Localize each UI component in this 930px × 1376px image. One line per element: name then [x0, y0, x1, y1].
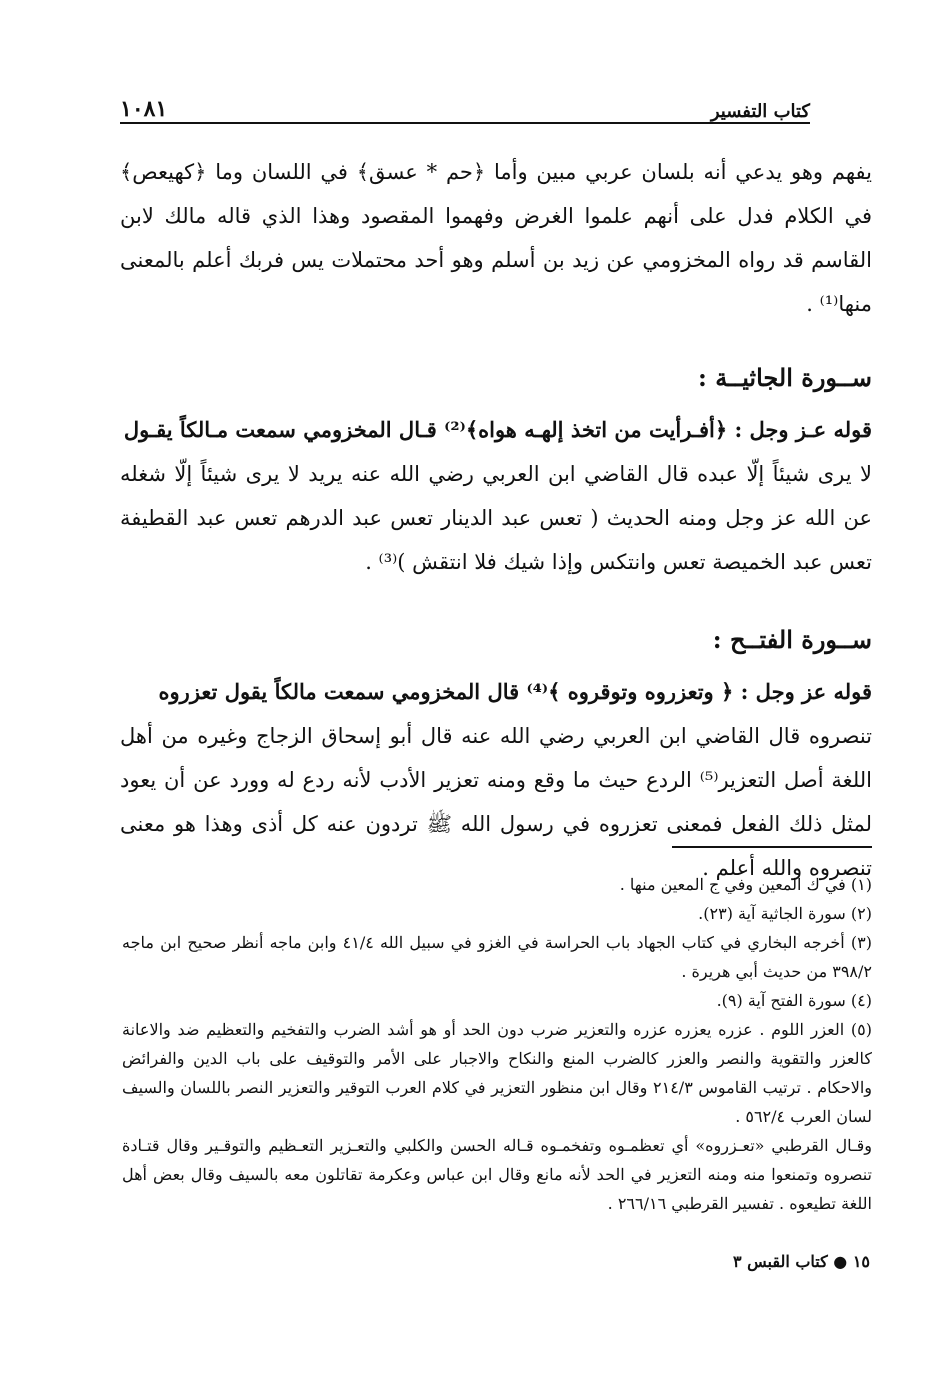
- main-text: [120, 150, 872, 890]
- footnote-5: (٥) العزر اللوم . عزره يعزره عزره والتعزير ضرب دون الحد أو هو أشد الضرب والتفخيم والتعظيم ضد والاعانة كالعزر والتقوية والنصر والعزر كالضرب المنع والنكاح والاجبار على الأمر والتوقيف على باب الدين والفرائض والاحكام . ترتيب القاموس ٢١٤/٣ وقال ابن منظور التعزير في كلام العرب التوقير والتعزير النصر باللسان والسيف لسان العرب ٥٦٢/٤ .: [122, 1020, 872, 1126]
- chapter-title: كتاب التفسير: [710, 101, 810, 122]
- footnote-2: (٢) سورة الجاثية آية (٢٣).: [698, 904, 872, 923]
- paragraph-jathiya-lead: قوله عـز وجل : ﴿أفـرأيت من اتخذ إلهـه هواه﴾⁽²⁾ قـال المخزومي سمعت مـالكاً يقـول: [123, 417, 872, 442]
- footnote-4: (٤) سورة الفتح آية (٩).: [716, 991, 872, 1010]
- footnote-3: (٣) أخرجه البخاري في كتاب الجهاد باب الحراسة في الغزو في سبيل الله ٤١/٤ وابن ماجه أنظر صحيح ابن ماجه ٣٩٨/٢ من حديث أبي هريرة .: [122, 933, 873, 981]
- footnote-divider: [672, 846, 872, 848]
- paragraph-intro: يفهم وهو يدعي أنه بلسان عربي مبين وأما ﴿حم * عسق﴾ في اللسان وما ﴿كهيعص﴾ في الكلام فدل على أنهم علموا الغرض وفهموا المقصود وهذا الذي قاله مالك لابن القاسم قد رواه المخزومي عن زيد بن أسلم وهو أحد محتملات يس فربك أعلم بالمعنى منها⁽¹⁾ .: [120, 160, 872, 316]
- paragraph-fath: تنصروه قال القاضي ابن العربي رضي الله عنه قال أبو إسحاق الزجاج وغيره من أهل اللغة أصل التعزير⁽⁵⁾ الردع حيث ما وقع ومنه تعزير الأدب لأنه ردع له وورد عن أن يعود لمثل ذلك الفعل فمعنى تعزروه في رسول الله ﷺ تردون عنه كل أذى وهذا هو معنى تنصروه والله أعلم .: [120, 724, 873, 880]
- section-heading-fath: ســورة الفتــح :: [712, 625, 872, 654]
- section-heading-jathiya: ســورة الجاثيــة :: [698, 363, 872, 392]
- paragraph-fath-lead: قوله عز وجل : ﴿ وتعزروه وتوقروه ﴾⁽⁴⁾ قال المخزومي سمعت مالكاً يقول تعزروه: [158, 679, 872, 704]
- running-header: [120, 88, 810, 124]
- footnote-5-continued: وقـال القرطبي «تعـزروه» أي تعظمـوه وتفخمـوه قـاله الحسن والكلبي والتعـزير التعـظيم والتوقـير وقال قتـادة تنصروه وتمنعوا منه ومنه التعزير في الحد لأنه مانع وقال ابن عباس وعكرمة تقاتلون معه بالسيف وقال بعض أهل اللغة تطيعوه . تفسير القرطبي ٢٦٦/١٦ .: [122, 1136, 873, 1213]
- page-number: ١٠٨١: [120, 96, 168, 122]
- footnote-1: (١) في ك المعين وفي ج المعين منها .: [619, 875, 872, 894]
- footnotes: [122, 870, 872, 1218]
- paragraph-jathiya: لا يرى شيئاً إلّا عبده قال القاضي ابن العربي رضي الله عنه يريد لا يرى شيئاً إلّا شغله عن الله عز وجل ومنه الحديث ( تعس عبد الدينار تعس عبد الدرهم تعس عبد القطيفة تعس عبد الخميصة تعس وانتكس وإذا شيك فلا انتقش )⁽³⁾ .: [120, 462, 872, 574]
- printer-signature: ١٥ ● كتاب القبس ٣: [732, 1252, 870, 1271]
